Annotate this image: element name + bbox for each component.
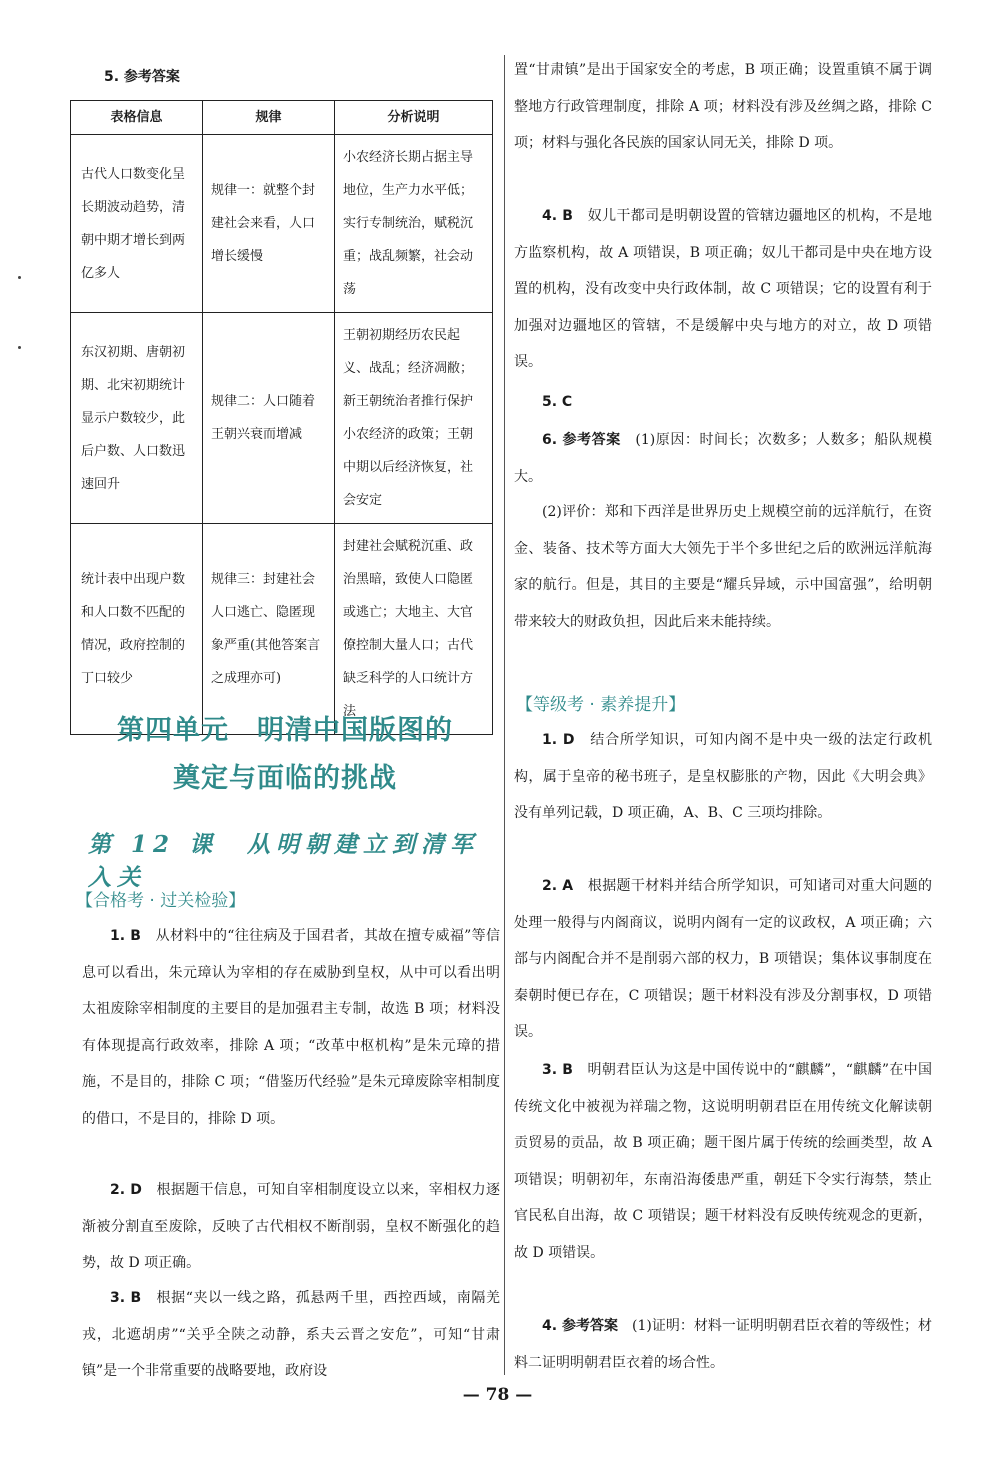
answer-text: 奴儿干都司是明朝设置的管辖边疆地区的机构，不是地方监察机构，故 A 项错误，B 项正确；奴儿干都司是中央在地方设置的机构，没有改变中央行政体制，故 C 项错误；它的设置有利于加强对边疆地区的管辖，不是缓解中央与地方的对立，故 D 项错误。 [514,208,933,370]
table-row [71,524,493,735]
table-cell: 规律三：封建社会人口逃亡、隐匿现象严重(其他答案言之成理亦可) [203,524,335,735]
table-row [71,313,493,524]
answer-right-6-part2: (2)评价：郑和下西洋是世界历史上规模空前的远洋航行，在资金、装备、技术等方面大大领先于半个多世纪之后的欧洲远洋航海家的航行。但是，其目的主要是“耀兵异域，示中国富强”，给明朝带来较大的财政负担，因此后来未能持续。 [514,504,932,630]
answer-text: (1)原因：时间长；次数多；人数多；船队规模大。 [514,432,932,485]
header-table-info: 表格信息 [71,101,203,135]
table-cell: 封建社会赋税沉重、政治黑暗，致使人口隐匿或逃亡；大地主、大官僚控制大量人口；古代缺乏科学的人口统计方法 [335,524,493,735]
answer-text: 从材料中的“往往病及于国君者，其故在擅专威福”等信息可以看出，朱元璋认为宰相的存在威胁到皇权，从中可以看出明太祖废除宰相制度的主要目的是加强君主专制，故选 B 项；材料没有体现提高行政效率，排除 A 项；“改革中枢机构”是朱元璋的措施，不是目的，排除 C 项；“借鉴历代经验”是朱元璋废除宰相制度的借口，不是目的，排除 D 项。 [82,928,500,1127]
answer-right-6-part1 [514,422,932,495]
answer-left-3 [82,1280,500,1390]
answer-right-grade-1 [514,722,932,832]
table-cell: 东汉初期、唐朝初期、北宋初期统计显示户数较少，此后户数、人口数迅速回升 [71,313,203,524]
answer-right-4 [514,198,932,381]
answer-right-continued: 置“甘肃镇”是出于国家安全的考虑，B 项正确；设置重镇不属于调整地方行政管理制度，排除 A 项；材料没有涉及丝绸之路，排除 C 项；材料与强化各民族的国家认同无关，排除 D 项。 [514,62,932,151]
header-analysis: 分析说明 [335,101,493,135]
answer-number: 4. B [542,208,573,224]
answer-number: 1. D [542,732,575,748]
margin-dot [18,346,21,349]
table-header-row [71,101,493,135]
answer-text: 根据“夹以一线之路，孤悬两千里，西控西域，南隔羌戎，北遮胡虏”“关乎全陕之动静，系夫云晋之安危”，可知“甘肃镇”是一个非常重要的战略要地，政府设 [82,1290,501,1379]
margin-dot [18,276,21,279]
column-divider [504,55,505,1375]
answer-text: 根据题干信息，可知自宰相制度设立以来，宰相权力逐渐被分割直至废除，反映了古代相权不断削弱，皇权不断强化的趋势，故 D 项正确。 [82,1182,501,1271]
analysis-table [70,100,493,735]
section-5-title: 5. 参考答案 [104,69,180,85]
answer-right-grade-4 [514,1308,932,1381]
unit-title-line-2: 奠定与面临的挑战 [173,763,397,794]
unit-title-line-1: 第四单元 明清中国版图的 [117,715,453,746]
table-cell: 规律二：人口随着王朝兴衰而增减 [203,313,335,524]
answer-number: 5. C [542,394,573,410]
header-rule: 规律 [203,101,335,135]
answer-text: 结合所学知识，可知内阁不是中央一级的法定行政机构，属于皇帝的秘书班子，是皇权膨胀的产物，因此《大明会典》没有单列记载，D 项正确，A、B、C 三项均排除。 [514,732,932,821]
answer-number: 3. B [542,1062,573,1078]
lesson-title: 第 12 课 从明朝建立到清军入关 [88,831,480,891]
answer-number: 6. 参考答案 [542,432,621,448]
answer-number: 2. A [542,878,574,894]
answer-number: 2. D [110,1182,142,1198]
answer-left-1 [82,918,500,1137]
answer-right-grade-2 [514,868,932,1051]
answer-left-2 [82,1172,500,1282]
answer-number: 4. 参考答案 [542,1318,618,1334]
table-cell: 古代人口数变化呈长期波动趋势，清朝中期才增长到两亿多人 [71,135,203,313]
table-cell: 统计表中出现户数和人口数不匹配的情况，政府控制的丁口较少 [71,524,203,735]
grade-exam-heading: 【等级考 · 素养提升】 [516,695,686,715]
table-cell: 规律一：就整个封建社会来看，人口增长缓慢 [203,135,335,313]
table-cell: 王朝初期经历农民起义、战乱；经济凋敝；新王朝统治者推行保护小农经济的政策；王朝中期以后经济恢复，社会安定 [335,313,493,524]
answer-text: 明朝君臣认为这是中国传说中的“麒麟”，“麒麟”在中国传统文化中被视为祥瑞之物，这说明明朝君臣在用传统文化解读朝贡贸易的贡品，故 B 项正确；题干图片属于传统的绘画类型，故 A 项错误；明朝初年，东南沿海倭患严重，朝廷下令实行海禁，禁止官民私自出海，故 C 项错误；题干材料没有反映传统观念的更新，故 D 项错误。 [514,1062,932,1261]
answer-right-5 [514,384,932,421]
answer-number: 3. B [110,1290,142,1306]
qualification-test-heading: 【合格考 · 过关检验】 [76,891,246,911]
table-row [71,135,493,313]
answer-text: (1)证明：材料一证明明朝君臣衣着的等级性；材料二证明明朝君臣衣着的场合性。 [514,1318,932,1371]
answer-text: 根据题干材料并结合所学知识，可知诸司对重大问题的处理一般得与内阁商议，说明内阁有一定的议政权，A 项正确；六部与内阁配合并不是削弱六部的权力，B 项错误；集体议事制度在秦朝时便已存在，C 项错误；题干材料没有涉及分割事权，D 项错误。 [514,878,932,1040]
table-cell: 小农经济长期占据主导地位，生产力水平低；实行专制统治，赋税沉重；战乱频繁，社会动荡 [335,135,493,313]
page-number: — 78 — [462,1385,533,1405]
answer-right-grade-3 [514,1052,932,1271]
answer-number: 1. B [110,928,141,944]
